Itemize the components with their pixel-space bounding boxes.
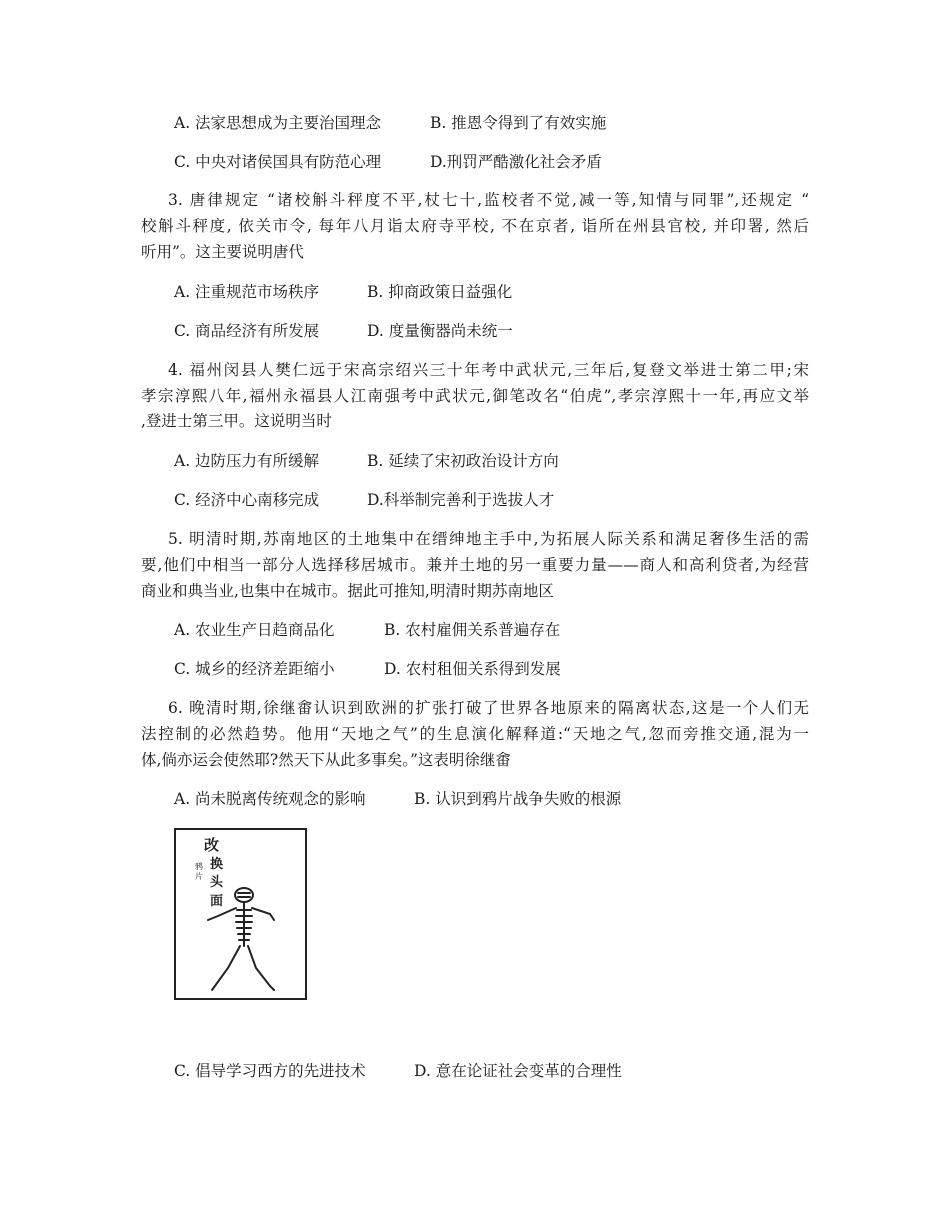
q6-stem-line-1: 6. 晚清时期,徐继畬认识到欧洲的扩张打破了世界各地原来的隔离状态,这是一个人们无 <box>168 699 809 717</box>
cartoon-title-char-4: 面 <box>210 894 224 909</box>
q4-option-b: B. 延续了宋初政治设计方向 <box>367 452 559 470</box>
q2-option-c: C. 中央对诸侯国具有防范心理 <box>174 153 382 171</box>
cartoon-svg <box>174 828 307 1000</box>
q5-option-a: A. 农业生产日趋商品化 <box>174 621 335 639</box>
cartoon-title-char-3: 头 <box>210 875 224 890</box>
cartoon-side-note-1: 鸦 <box>195 862 203 871</box>
cartoon-title-char-1: 改 <box>204 836 220 854</box>
q5-stem-line-2: 要,他们中相当一部分人选择移居城市。兼并土地的另一重要力量——商人和高利贷者,为经营 <box>141 556 809 574</box>
q4-stem-line-2: 孝宗淳熙八年,福州永福县人江南强考中武状元,御笔改名“伯虎”,孝宗淳熙十一年,再应文举 <box>141 387 809 405</box>
q6-option-a: A. 尚未脱离传统观念的影响 <box>174 790 366 808</box>
q4-option-a: A. 边防压力有所缓解 <box>174 452 320 470</box>
q3-stem-line-3: 听用”。这主要说明唐代 <box>141 243 304 261</box>
q5-option-d: D. 农村租佃关系得到发展 <box>384 660 561 678</box>
q6-stem-line-2: 法控制的必然趋势。他用“天地之气”的生息演化解释道:“天地之气,忽而旁推交通,混为一 <box>141 725 809 743</box>
q4-stem-line-3: ,登进士第三甲。这说明当时 <box>141 412 332 430</box>
q2-option-b: B. 推恩令得到了有效实施 <box>430 114 607 132</box>
q3-stem-line-1: 3. 唐律规定 “诸校斛斗秤度不平,杖七十,监校者不觉,减一等,知情与同罪”,还规定 “ <box>168 191 809 209</box>
q3-option-b: B. 抑商政策日益强化 <box>367 283 513 301</box>
q2-option-d: D.刑罚严酷激化社会矛盾 <box>430 153 602 171</box>
q4-option-d: D.科举制完善利于选拔人才 <box>367 491 555 509</box>
q4-option-c: C. 经济中心南移完成 <box>174 491 320 509</box>
q5-option-c: C. 城乡的经济差距缩小 <box>174 660 335 678</box>
q6-option-b: B. 认识到鸦片战争失败的根源 <box>414 790 622 808</box>
q2-option-a: A. 法家思想成为主要治国理念 <box>174 114 382 132</box>
cartoon-figure <box>174 828 307 1000</box>
q6-option-d: D. 意在论证社会变革的合理性 <box>414 1062 622 1080</box>
q5-option-b: B. 农村雇佣关系普遍存在 <box>384 621 561 639</box>
q6-stem-line-3: 体,倘亦运会使然耶?然天下从此多事矣。”这表明徐继畬 <box>141 751 511 769</box>
q4-stem-line-1: 4. 福州闵县人樊仁远于宋高宗绍兴三十年考中武状元,三年后,复登文举进士第二甲;宋 <box>168 361 809 379</box>
q3-option-d: D. 度量衡器尚未统一 <box>367 322 513 340</box>
q5-stem-line-1: 5. 明清时期,苏南地区的土地集中在缙绅地主手中,为拓展人际关系和满足奢侈生活的需 <box>168 530 809 548</box>
cartoon-frame <box>175 829 306 999</box>
q5-stem-line-3: 商业和典当业,也集中在城市。据此可推知,明清时期苏南地区 <box>141 582 554 600</box>
cartoon-side-note-2: 片 <box>195 872 203 881</box>
q6-option-c: C. 倡导学习西方的先进技术 <box>174 1062 366 1080</box>
q3-option-c: C. 商品经济有所发展 <box>174 322 320 340</box>
q3-stem-line-2: 校斛斗秤度, 依关市令, 每年八月诣太府寺平校, 不在京者, 诣所在州县官校, 并印署, 然后 <box>141 217 809 235</box>
q3-option-a: A. 注重规范市场秩序 <box>174 283 320 301</box>
cartoon-title-char-2: 换 <box>210 857 224 872</box>
